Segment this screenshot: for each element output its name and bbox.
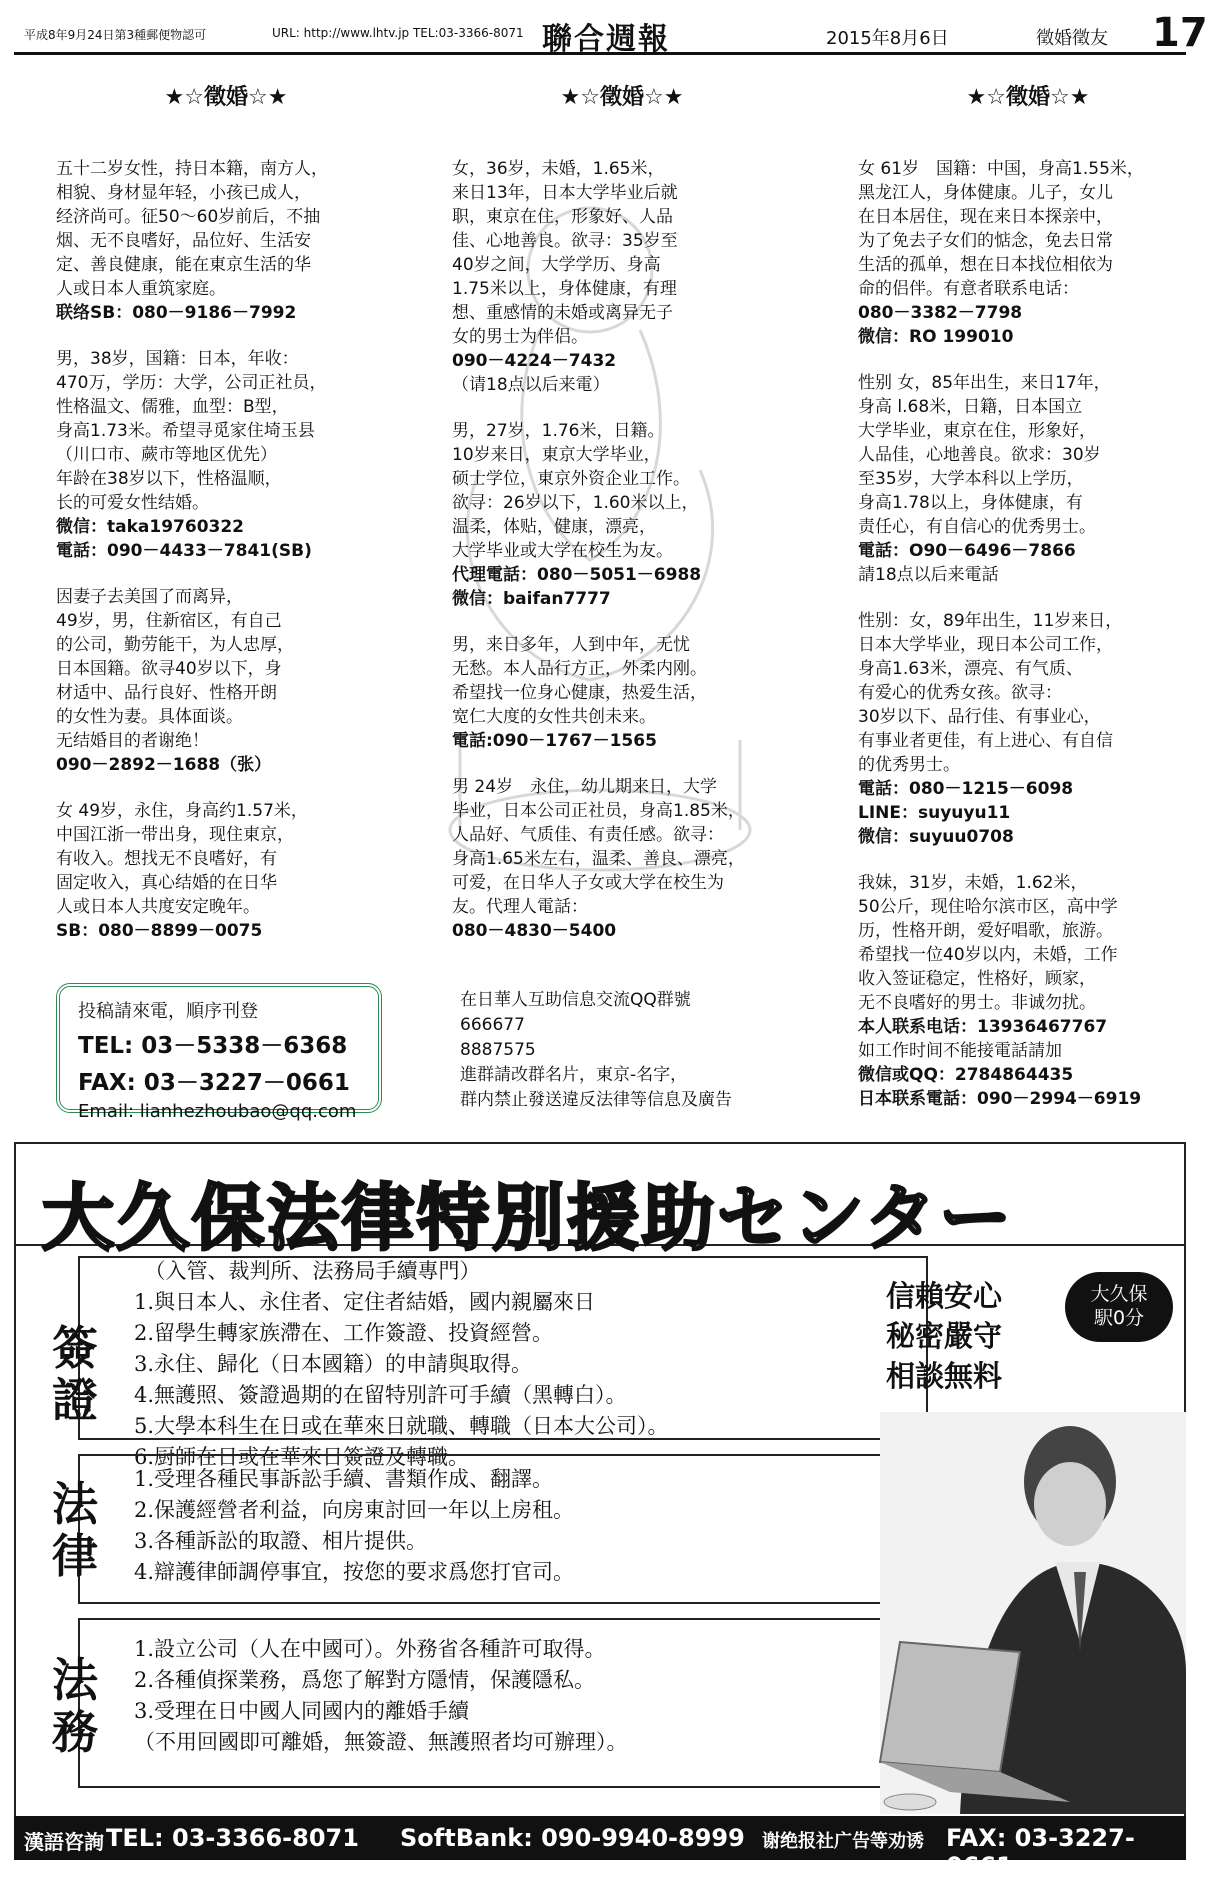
- ad-line: 女 61岁 国籍：中国，身高1.55米，: [858, 159, 1144, 179]
- ad-line: 女，36岁，未婚，1.65米，: [452, 159, 665, 179]
- ad-line: 历，性格开朗，爱好唱歌，旅游。: [858, 921, 1113, 941]
- footer-tel: TEL: 03-3366-8071: [106, 1824, 359, 1852]
- personal-ads-column-1: [56, 80, 396, 965]
- ad-line: 大学毕业或大学在校生为友。: [452, 541, 673, 561]
- ad-line: 代理電話：080－5051－6988: [452, 565, 702, 585]
- personal-ad: [452, 419, 792, 611]
- ad-line: 身高1.65米左右，温柔、善良、漂亮，: [452, 849, 745, 869]
- service-line: 3.永住、歸化（日本國籍）的申請與取得。: [134, 1352, 533, 1376]
- visa-service-list: [134, 1256, 669, 1473]
- badge-trust: 信賴安心: [885, 1279, 1002, 1313]
- personal-ad: [858, 609, 1198, 849]
- ad-line: 收入签证稳定，性格好，顾家，: [858, 969, 1096, 989]
- ad-line: 长的可爱女性结婚。: [56, 493, 209, 513]
- ad-line: 日本国籍。欲寻40岁以下，身: [56, 659, 282, 679]
- footer-softbank: SoftBank: 090-9940-8999: [400, 1824, 745, 1852]
- ad-line: 温柔，体贴，健康，漂亮，: [452, 517, 656, 537]
- ad-line: 生活的孤单，想在日本找位相依为: [858, 255, 1113, 275]
- ad-line: 男，38岁，国籍：日本，年收：: [56, 349, 299, 369]
- service-line: 1.受理各種民事訴訟手續、書類作成、翻譯。: [134, 1467, 554, 1491]
- service-line: 5.大學本科生在日或在華來日就職、轉職（日本大公司）。: [134, 1414, 669, 1438]
- ad-line: 无愁。本人品行方正，外柔内刚。: [452, 659, 707, 679]
- ad-line: 女的男士为伴侣。: [452, 327, 588, 347]
- ad-line: 大学毕业，東京在住，形象好，: [858, 421, 1096, 441]
- ad-line: 可爱，在日华人子女或大学在校生为: [452, 873, 724, 893]
- badge-confidential: 秘密嚴守: [885, 1319, 1002, 1353]
- ad-line: 微信：suyuu0708: [858, 827, 1014, 847]
- visa-tag: 簽 證: [52, 1321, 98, 1427]
- ad-line: 080－3382－7798: [858, 303, 1023, 323]
- personal-ad: [452, 775, 792, 943]
- law-service-list: [134, 1464, 574, 1588]
- ad-line: 佳、心地善良。欲寻：35岁至: [452, 231, 678, 251]
- ad-line: SB：080－8899－0075: [56, 921, 263, 941]
- ad-line: 090－2892－1688（张）: [56, 755, 272, 775]
- service-line: 2.留學生轉家族滯在、工作簽證、投資經營。: [134, 1321, 554, 1345]
- legal-service-list: [134, 1634, 628, 1758]
- ad-line: 五十二岁女性，持日本籍，南方人，: [56, 159, 328, 179]
- ad-line: 男，27岁，1.76米，日籍。: [452, 421, 665, 441]
- issue-date: 2015年8月6日: [826, 28, 949, 49]
- legal-tag: 法 務: [52, 1653, 98, 1759]
- qq-line: 666677: [460, 1015, 525, 1035]
- ad-line: 欲寻：26岁以下，1.60米以上，: [452, 493, 699, 513]
- header-url: URL: http://www.lhtv.jp TEL:03-3366-8071: [272, 26, 524, 40]
- personal-ad: [452, 633, 792, 753]
- ad-line: 微信：taka19760322: [56, 517, 245, 537]
- qq-line: 進群請改群名片，東京-名字，: [460, 1065, 688, 1085]
- ad-line: 080－4830－5400: [452, 921, 617, 941]
- ad-line: 黑龙江人，身体健康。儿子，女儿: [858, 183, 1113, 203]
- ad-line: 年龄在38岁以下，性格温顺，: [56, 469, 282, 489]
- ad-line: 電話：080－1215－6098: [858, 779, 1074, 799]
- ad-line: 身高 l.68米，日籍，日本国立: [858, 397, 1083, 417]
- footer-notice: 谢绝报社广告等劝诱: [762, 1831, 924, 1852]
- ad-line: 人或日本人重筑家庭。: [56, 279, 226, 299]
- ad-line: 经济尚可。征50～60岁前后，不抽: [56, 207, 321, 227]
- trust-badges: [854, 1276, 1034, 1402]
- ad-line: 在日本居住，现在来日本探亲中，: [858, 207, 1113, 227]
- column-title: ★☆徵婚☆★: [164, 85, 288, 110]
- ad-line: 为了免去子女们的惦念，免去日常: [858, 231, 1113, 251]
- ad-line: 微信：RO 199010: [858, 327, 1014, 347]
- service-line: 1.設立公司（人在中國可）。外務省各種許可取得。: [134, 1637, 606, 1661]
- station-bubble: 大久保 駅0分: [1065, 1272, 1173, 1342]
- personal-ad: [858, 371, 1198, 587]
- ad-line: 有爱心的优秀女孩。欲寻：: [858, 683, 1062, 703]
- service-line: 4.辯護律師調停事宜，按您的要求爲您打官司。: [134, 1560, 575, 1584]
- ad-line: 微信：baifan7777: [452, 589, 611, 609]
- ad-line: LINE：suyuyu11: [858, 803, 1011, 823]
- personal-ad: [56, 347, 396, 563]
- ad-line: 1.75米以上，身体健康，有理: [452, 279, 677, 299]
- ad-line: 微信或QQ：2784864435: [858, 1065, 1074, 1085]
- ad-line: 想、重感情的未婚或离异无子: [452, 303, 673, 323]
- ad-line: 本人联系电话：13936467767: [858, 1017, 1108, 1037]
- ad-line: 有事业者更佳，有上进心、有自信: [858, 731, 1113, 751]
- ad-line: 固定收入，真心结婚的在日华: [56, 873, 277, 893]
- ad-line: 請18点以后来電話: [858, 565, 999, 585]
- ad-line: 因妻子去美国了而离异，: [56, 587, 243, 607]
- ad-line: 人或日本人共度安定晚年。: [56, 897, 260, 917]
- personal-ads-column-3: [858, 80, 1198, 1133]
- paper-name: 聯合週報: [542, 22, 670, 57]
- ad-line: 来日13年，日本大学毕业后就: [452, 183, 678, 203]
- advert-title-bar: [16, 1152, 1184, 1260]
- ad-line: 如工作时间不能接電話請加: [858, 1041, 1062, 1061]
- ad-line: （请18点以后来電）: [452, 375, 610, 395]
- ad-line: 身高1.73米。希望寻觅家住埼玉县: [56, 421, 315, 441]
- ad-line: 无不良嗜好的男士。非诚勿扰。: [858, 993, 1096, 1013]
- ad-line: 命的侣伴。有意者联系电话：: [858, 279, 1079, 299]
- service-line: 2.保護經營者利益，向房東討回一年以上房租。: [134, 1498, 575, 1522]
- postal-permit: 平成8年9月24日第3種郵便物認可: [24, 28, 207, 42]
- ad-line: 友。代理人電話：: [452, 897, 588, 917]
- ad-line: 性别：女，89年出生，11岁来日，: [858, 611, 1123, 631]
- ad-line: 宽仁大度的女性共创未来。: [452, 707, 656, 727]
- qq-line: 在日華人互助信息交流QQ群號: [460, 990, 691, 1010]
- ad-line: 的优秀男士。: [858, 755, 960, 775]
- ad-line: 電話:090－1767－1565: [452, 731, 657, 751]
- ad-line: 毕业，日本公司正社员，身高1.85米，: [452, 801, 745, 821]
- service-line: 3.各種訴訟的取證、相片提供。: [134, 1529, 428, 1553]
- advert-footer: [14, 1816, 1186, 1880]
- ad-line: 日本大学毕业，现日本公司工作，: [858, 635, 1113, 655]
- submission-email: Email: lianhezhoubao@qq.com: [78, 1101, 357, 1122]
- ad-line: 10岁来日，東京大学毕业，: [452, 445, 661, 465]
- service-line: 1.與日本人、永住者、定住者結婚，國内親屬來日: [134, 1290, 596, 1314]
- column-title: ★☆徵婚☆★: [560, 85, 684, 110]
- submission-fax: FAX: 03－3227－0661: [78, 1070, 350, 1096]
- businessman-with-laptop-photo: [880, 1412, 1186, 1814]
- ad-line: 性别 女，85年出生，来日17年，: [858, 373, 1111, 393]
- service-line: 4.無護照、簽證過期的在留特別許可手續（黑轉白）。: [134, 1383, 627, 1407]
- ad-line: 470万，学历：大学，公司正社员，: [56, 373, 327, 393]
- ad-line: 電話：090－4433－7841(SB): [56, 541, 312, 561]
- ad-line: 身高1.78以上，身体健康，有: [858, 493, 1083, 513]
- ad-line: 的女性为妻。具体面谈。: [56, 707, 243, 727]
- ad-line: 40岁之间，大学学历、身高: [452, 255, 661, 275]
- submission-note: 投稿請來電，順序刊登: [78, 1001, 258, 1022]
- personal-ads-column-2: [452, 80, 792, 965]
- ad-line: 090－4224－7432: [452, 351, 617, 371]
- ad-line: 人品佳，心地善良。欲求：30岁: [858, 445, 1101, 465]
- ad-line: 電話：O90－6496－7866: [858, 541, 1076, 561]
- ad-line: 性格温文、儒雅，血型：B型，: [56, 397, 289, 417]
- ad-line: 男 24岁 永住，幼儿期来日，大学: [452, 777, 718, 797]
- submission-tel: TEL: 03－5338－6368: [78, 1033, 348, 1059]
- ad-line: 责任心，有自信心的优秀男士。: [858, 517, 1096, 537]
- ad-line: 我妹，31岁，未婚，1.62米，: [858, 873, 1088, 893]
- qq-group-notice: [460, 988, 732, 1113]
- ad-line: 身高1.63米，漂亮、有气质、: [858, 659, 1083, 679]
- personal-ad: [858, 157, 1198, 349]
- ad-line: 至35岁，大学本科以上学历，: [858, 469, 1084, 489]
- qq-line: 8887575: [460, 1040, 536, 1060]
- ad-line: 30岁以下、品行佳、有事业心，: [858, 707, 1101, 727]
- service-line: （不用回國即可離婚，無簽證、無護照者均可辦理）。: [134, 1730, 628, 1754]
- ad-line: 有收入。想找无不良嗜好，有: [56, 849, 277, 869]
- service-line: 6.厨師在日或在華來日簽證及轉職。: [134, 1445, 470, 1469]
- page-header: [14, 10, 1208, 57]
- badge-free-consult: 相談無料: [885, 1359, 1002, 1393]
- ad-line: 职，東京在住，形象好、人品: [452, 207, 673, 227]
- ad-line: 49岁，男，住新宿区，有自己: [56, 611, 282, 631]
- ad-line: 50公斤，现住哈尔滨市区，高中学: [858, 897, 1118, 917]
- footer-fax: FAX: 03-3227-0661: [946, 1824, 1135, 1880]
- ad-line: 的公司，勤劳能干，为人忠厚，: [56, 635, 294, 655]
- ad-line: 女 49岁，永住，身高约1.57米，: [56, 801, 308, 821]
- service-line: 2.各種偵探業務，爲您了解對方隱情，保護隱私。: [134, 1668, 596, 1692]
- submission-contact-box: [56, 983, 382, 1122]
- ad-line: 男，来日多年，人到中年，无忧: [452, 635, 690, 655]
- ad-line: 人品好、气质佳、有责任感。欲寻：: [452, 825, 724, 845]
- qq-line: 群内禁止發送違反法律等信息及廣告: [460, 1090, 732, 1110]
- ad-line: 联络SB：080－9186－7992: [56, 303, 297, 323]
- ad-line: 硕士学位，東京外资企业工作。: [452, 469, 690, 489]
- ad-line: 希望找一位40岁以内，未婚，工作: [858, 945, 1118, 965]
- ad-line: 希望找一位身心健康，热爱生活，: [452, 683, 707, 703]
- ad-line: 材适中、品行良好、性格开朗: [56, 683, 277, 703]
- section-name: 徵婚徵友: [1036, 28, 1108, 49]
- law-tag: 法 律: [52, 1477, 98, 1583]
- service-line: 3.受理在日中國人同國内的離婚手續: [134, 1699, 470, 1723]
- ad-line: 烟、无不良嗜好，品位好、生活安: [56, 231, 311, 251]
- ad-line: 相貌、身材显年轻，小孩已成人，: [56, 183, 311, 203]
- personal-ad: [858, 871, 1198, 1111]
- footer-consult: 漢語咨詢: [24, 1830, 104, 1854]
- ad-line: 定、善良健康，能在東京生活的华: [56, 255, 311, 275]
- personal-ad: [56, 157, 396, 325]
- personal-ad: [56, 585, 396, 777]
- ad-line: 日本联系電話：090－2994－6919: [858, 1089, 1142, 1109]
- personal-ad: [56, 799, 396, 943]
- advert-title: 大久保法律特別援助センター: [42, 1176, 1015, 1260]
- ad-line: 中国江浙一带出身，现住東京，: [56, 825, 294, 845]
- service-line: （入管、裁判所、法務局手續專門）: [134, 1259, 481, 1283]
- ad-line: 无结婚目的者谢绝！: [56, 731, 209, 751]
- personal-ad: [452, 157, 792, 397]
- page-number: 17: [1152, 10, 1208, 56]
- column-title: ★☆徵婚☆★: [966, 85, 1090, 110]
- ad-line: （川口市、蕨市等地区优先）: [56, 445, 277, 465]
